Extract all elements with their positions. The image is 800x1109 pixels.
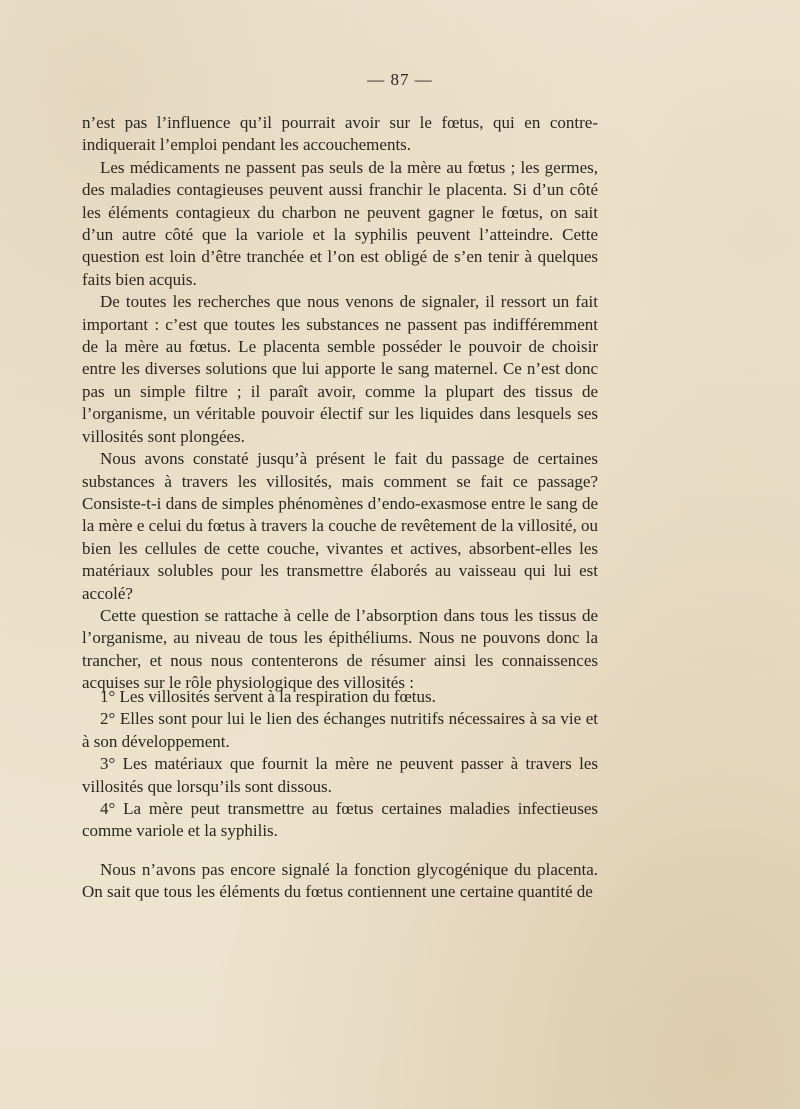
list-item: 1° Les villosités servent à la respiration du fœtus. xyxy=(100,687,436,706)
paragraph: Les médicaments ne passent pas seuls de la mère au fœtus ; les germes, des maladies contagieuses peuvent aussi franchir le placenta. Si d’un côté les éléments contagieux du charbon ne peuvent gagner le fœtus, on sait d’un autre côté que la variole et la syphilis peuvent l’atteindre. Cette question est loin d’être tranchée et l’on est obligé de s’en tenir à quelques faits bien acquis. xyxy=(82,157,598,289)
list-item: 4° La mère peut transmettre au fœtus certaines maladies infectieuses comme variole et la syphilis. xyxy=(82,799,598,841)
paragraph: Cette question se rattache à celle de l’absorption dans tous les tissus de l’organisme, au niveau de tous les épithéliums. Nous ne pouvons donc la trancher, et nous nous contenterons de résumer ainsi les connaissences acquises sur le rôle physiologique des villosités : xyxy=(82,605,598,693)
list-item: 2° Elles sont pour lui le lien des échanges nutritifs nécessaires à sa vie et à son développement. xyxy=(82,709,598,751)
list-item: 3° Les matériaux que fournit la mère ne peuvent passer à travers les villosités que lorsqu’ils sont dissous. xyxy=(82,754,598,796)
body-text xyxy=(82,112,598,695)
paragraph: Nous avons constaté jusqu’à présent le fait du passage de certaines substances à travers les villosités, mais comment se fait ce passage? Consiste-t-i dans de simples phénomènes d’endo-exasmose entre le sang de la mère e celui du fœtus à travers la couche de revêtement de la villosité, ou bien les cellules de cette couche, vivantes et actives, absorbent-elles les matériaux solubles pour les transmettre élaborés au vaisseau qui lui est accolé? xyxy=(82,449,598,603)
page-number: — 87 — xyxy=(367,70,433,89)
closing-text xyxy=(82,859,598,904)
paragraph: De toutes les recherches que nous venons de signaler, il ressort un fait important : c’est que toutes les substances ne passent pas indifféremment de la mère au fœtus. Le placenta semble posséder le pouvoir de choisir entre les diverses solutions que lui apporte le sang maternel. Ce n’est donc pas un simple filtre ; il paraît avoir, comme la plupart des tissus de l’organisme, un véritable pouvoir électif sur les liquides dans lesquels ses villosités sont plongées. xyxy=(82,292,598,446)
paragraph: n’est pas l’influence qu’il pourrait avoir sur le fœtus, qui en contre-indiquerait l’emploi pendant les accouchements. xyxy=(82,113,598,155)
paragraph: Nous n’avons pas encore signalé la fonction glycogénique du placenta. On sait que tous les éléments du fœtus contiennent une certaine quantité de xyxy=(82,860,598,902)
summary-list xyxy=(82,686,598,843)
